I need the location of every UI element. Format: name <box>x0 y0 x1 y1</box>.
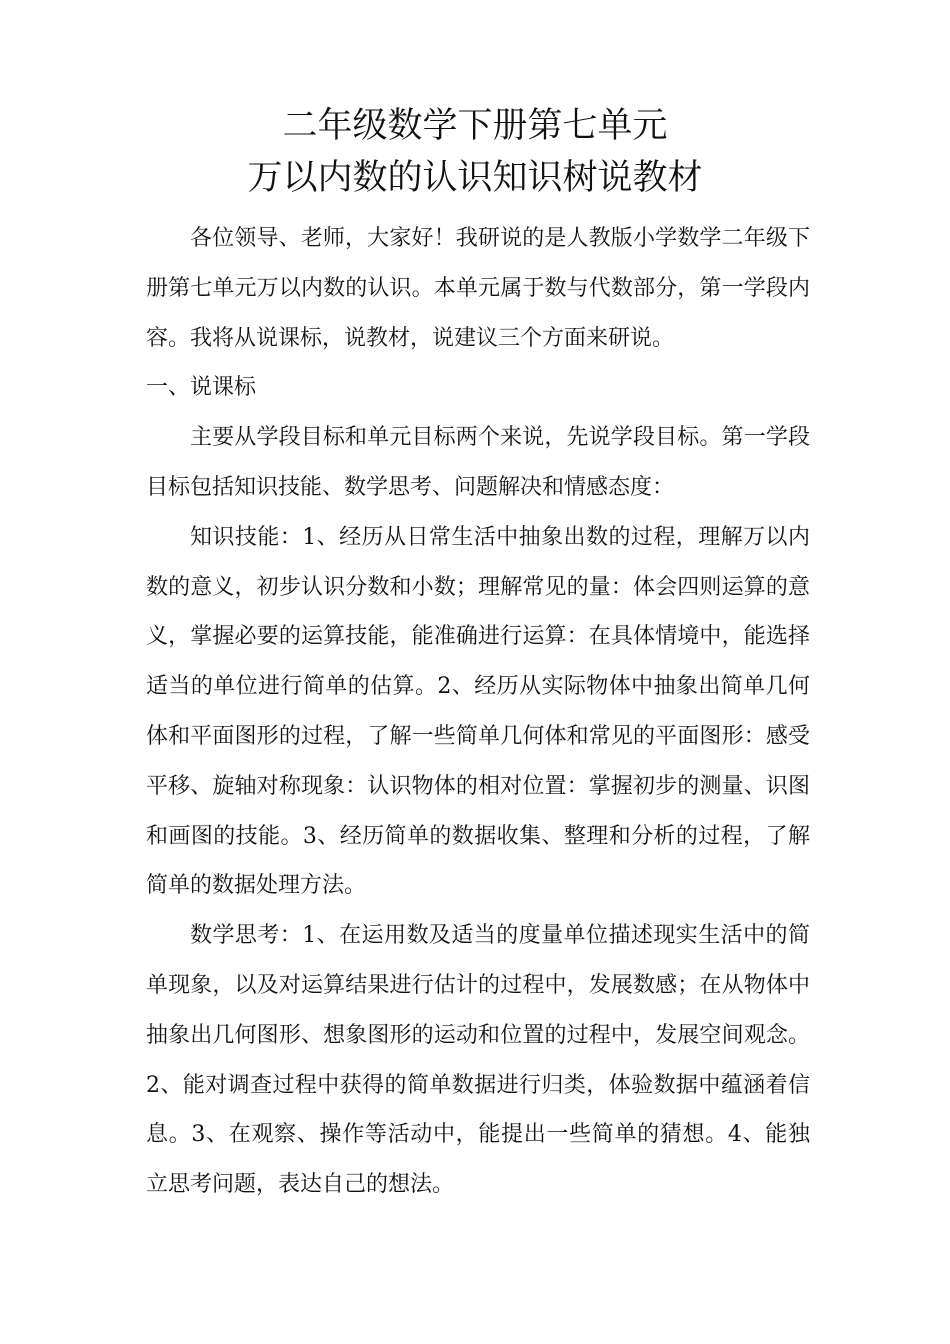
document-title <box>0 100 950 204</box>
paragraph-intro: 各位领导、老师，大家好！我研说的是人教版小学数学二年级下册第七单元万以内数的认识。本单元属于数与代数部分，第一学段内容。我将从说课标，说教材，说建议三个方面来研说。 <box>146 226 810 351</box>
section-heading-curriculum-standards: 一、说课标 <box>146 375 257 401</box>
paragraph-goals-intro: 主要从学段目标和单元目标两个来说，先说学段目标。第一学段目标包括知识技能、数学思考、问题解决和情感态度： <box>146 425 810 500</box>
paragraph-knowledge-skills: 知识技能：1、经历从日常生活中抽象出数的过程，理解万以内数的意义，初步认识分数和小数；理解常见的量：体会四则运算的意义，掌握必要的运算技能，能准确进行运算：在具体情境中，能选择适当的单位进行简单的估算。2、经历从实际物体中抽象出简单几何体和平面图形的过程，了解一些简单几何体和常见的平面图形：感受平移、旋轴对称现象：认识物体的相对位置：掌握初步的测量、识图和画图的技能。3、经历简单的数据收集、整理和分析的过程，了解简单的数据处理方法。 <box>146 524 810 899</box>
title-line-1: 二年级数学下册第七单元 <box>282 106 668 146</box>
paragraph-math-thinking: 数学思考：1、在运用数及适当的度量单位描述现实生活中的简单现象，以及对运算结果进行估计的过程中，发展数感；在从物体中抽象出几何图形、想象图形的运动和位置的过程中，发展空间观念。2、能对调查过程中获得的简单数据进行归类，体验数据中蕴涵着信息。3、在观察、操作等活动中，能提出一些简单的猜想。4、能独立思考问题，表达自己的想法。 <box>146 923 810 1198</box>
document-body <box>146 214 810 1210</box>
title-line-2: 万以内数的认识知识树说教材 <box>247 158 703 198</box>
